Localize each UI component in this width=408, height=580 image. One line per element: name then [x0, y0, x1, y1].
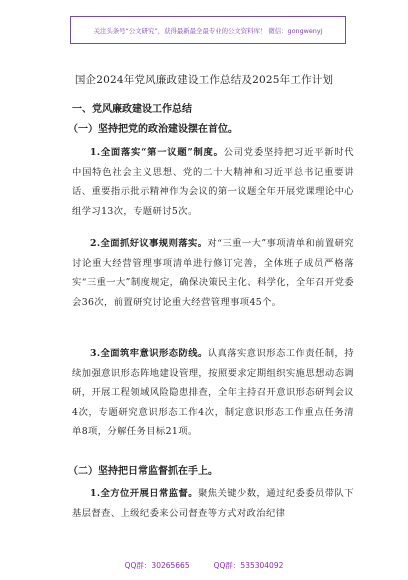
paragraph-body: 对“三重一大”事项清单和前置研究讨论重大经营管理事项清单进行修订完善，全体班子成员严格落实“三重一大”制度规定，确保决策民主化、科学化，全年召开党委会36次，前置研究讨论重大经营管理事项45个。: [72, 238, 355, 308]
paragraph-lead: 1.全方位开展日常监督。: [90, 488, 199, 499]
paragraph-body: 公司党委坚持把习近平新时代中国特色社会主义思想、党的二十大精神和习近平总书记重要讲话、重要指示批示精神作为会议的第一议题全年开展党课理论中心组学习13次，专题研讨5次。: [72, 147, 354, 217]
paragraph-daily-supervision: [72, 484, 354, 524]
paragraph-rules-implementation: [72, 234, 354, 312]
paragraph-lead: 3.全面筑牢意识形态防线。: [90, 348, 208, 359]
section-heading-summary: 一、党风廉政建设工作总结: [72, 104, 192, 115]
header-notice-text: 关注头条号“公文研究”，获得最新最全最专业的公文资料库！ 微信：gongwenyj: [93, 26, 323, 35]
footer-qq-groups: [0, 560, 408, 571]
paragraph-first-topic-system: [72, 143, 354, 221]
subsection-heading-political-building: （一）坚持把党的政治建设摆在首位。: [68, 124, 238, 135]
footer-qq-group-2: QQ群：535304092: [213, 561, 284, 570]
subsection-heading-daily-supervision: （二）坚持把日常监督抓在手上。: [68, 466, 218, 477]
paragraph-lead: 2.全面抓好议事规则落实。: [90, 238, 208, 249]
footer-qq-group-1: QQ群：30265665: [124, 561, 190, 570]
paragraph-ideology-defense: [72, 344, 354, 442]
header-notice-box: [70, 16, 346, 44]
paragraph-lead: 1.全面落实“第一议题”制度。: [90, 147, 224, 158]
paragraph-body: 认真落实意识形态工作责任制，持续加强意识形态阵地建设管理，按照要求定期组织实施思想动态调研，开展工程领域风险隐患排查，全年主持召开意识形态研判会议4次，专题研究意识形态工作4次，制定意识形态工作重点任务清单8项，分解任务目标21项。: [72, 348, 354, 437]
document-title: 国企2024年党风廉政建设工作总结及2025年工作计划: [74, 74, 334, 86]
paragraph-body: 聚焦关键少数，通过纪委委员带队下基层督查、上级纪委来公司督查等方式对政治纪律: [72, 488, 354, 519]
